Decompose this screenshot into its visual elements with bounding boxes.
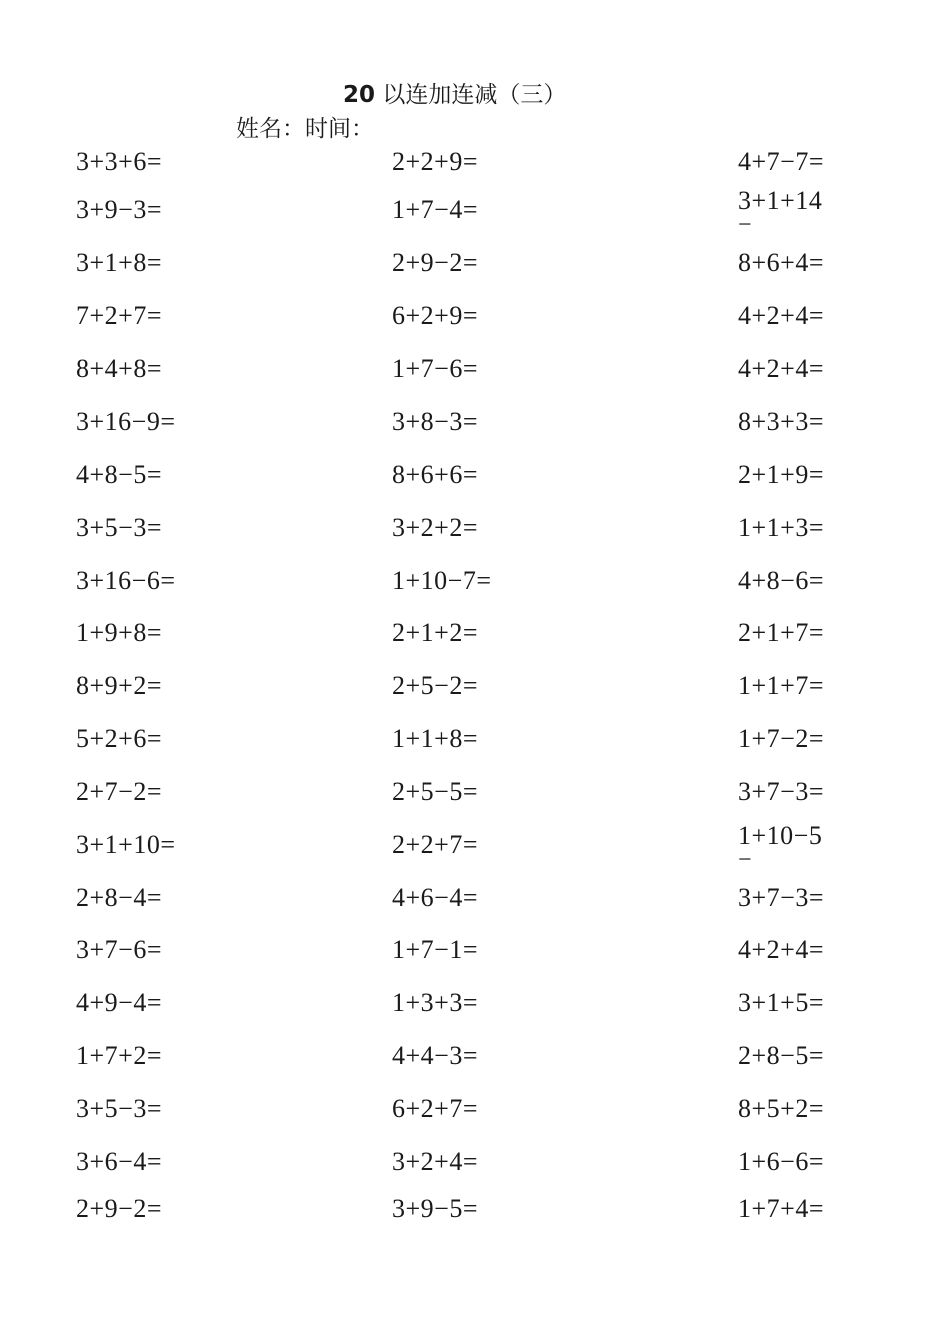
problem-item [738, 1195, 824, 1223]
problem-item [392, 461, 478, 489]
problem-item [76, 196, 162, 224]
problem-text: 1+6−6= [738, 1147, 824, 1176]
problem-text: 2+2+9= [392, 147, 478, 176]
problem-text: 3+7−3= [738, 777, 824, 806]
problem-text: 1+7+2= [76, 1041, 162, 1070]
problem-item [76, 514, 162, 542]
problem-item [738, 249, 824, 277]
problem-item [76, 831, 176, 859]
problem-text: 7+2+7= [76, 301, 162, 330]
problem-item [738, 1042, 824, 1070]
problem-item [738, 821, 823, 873]
problem-item [76, 778, 162, 806]
problem-text: 3+5−3= [76, 1094, 162, 1123]
problem-item [392, 302, 478, 330]
problem-item [392, 355, 478, 383]
problem-item [392, 408, 478, 436]
problem-text: 3+1+8= [76, 248, 162, 277]
problem-text: 2+5−5= [392, 777, 478, 806]
problem-item [76, 249, 162, 277]
problem-item [392, 1195, 478, 1223]
problem-item [738, 936, 824, 964]
problem-item [392, 725, 478, 753]
problem-item [392, 831, 478, 859]
problem-item [76, 1148, 162, 1176]
problem-text: 1+7−4= [392, 195, 478, 224]
problem-text: 8+3+3= [738, 407, 824, 436]
problem-text: 2+7−2= [76, 777, 162, 806]
problem-item [738, 1148, 824, 1176]
problem-item [76, 302, 162, 330]
problem-text: 3+8−3= [392, 407, 478, 436]
problem-text: − [738, 847, 753, 873]
problem-item [738, 461, 824, 489]
problem-text: 1+9+8= [76, 618, 162, 647]
problem-item [738, 884, 824, 912]
problem-item [738, 148, 824, 176]
problem-text: 4+9−4= [76, 988, 162, 1017]
problem-text: 3+9−5= [392, 1194, 478, 1223]
problem-item [392, 936, 478, 964]
problem-item [76, 1042, 162, 1070]
problem-text: 3+7−6= [76, 935, 162, 964]
problem-text: 3+3+6= [76, 147, 162, 176]
problem-item [392, 989, 478, 1017]
problem-text: 2+2+7= [392, 830, 478, 859]
problem-text: 3+1+14 [738, 186, 823, 215]
problem-text: 2+1+7= [738, 618, 824, 647]
problem-item [76, 936, 162, 964]
problem-text: 4+7−7= [738, 147, 824, 176]
problem-text: 1+10−5 [738, 821, 823, 850]
problem-item [392, 1148, 478, 1176]
title-text: 以连加连减（三） [382, 82, 567, 108]
problem-text: 1+1+3= [738, 513, 824, 542]
problem-item [76, 567, 176, 595]
problem-item [76, 408, 176, 436]
problem-text: 4+2+4= [738, 301, 824, 330]
problem-item [738, 725, 824, 753]
problem-text: 3+5−3= [76, 513, 162, 542]
problem-item [76, 148, 162, 176]
problem-text: 1+1+8= [392, 724, 478, 753]
problem-item [76, 672, 162, 700]
problem-item [738, 619, 824, 647]
problem-text: 1+7−1= [392, 935, 478, 964]
problem-text: 3+7−3= [738, 883, 824, 912]
problem-item [76, 1095, 162, 1123]
problem-text: 8+4+8= [76, 354, 162, 383]
problem-text: 8+6+6= [392, 460, 478, 489]
problem-text: 8+6+4= [738, 248, 824, 277]
problem-text: 2+8−5= [738, 1041, 824, 1070]
problem-item [738, 408, 824, 436]
problem-text: 8+9+2= [76, 671, 162, 700]
problem-item [76, 619, 162, 647]
problem-item [738, 567, 824, 595]
problem-item [738, 514, 824, 542]
problem-item [392, 884, 478, 912]
problem-text: 3+1+10= [76, 830, 176, 859]
problem-text: 4+8−5= [76, 460, 162, 489]
problem-text: 3+1+5= [738, 988, 824, 1017]
problem-item [76, 725, 162, 753]
problem-text: 1+1+7= [738, 671, 824, 700]
problem-item [738, 672, 824, 700]
problem-text: 1+7−2= [738, 724, 824, 753]
problem-text: 6+2+9= [392, 301, 478, 330]
problem-text: 4+4−3= [392, 1041, 478, 1070]
problem-item [76, 1195, 162, 1223]
problem-text: 2+9−2= [392, 248, 478, 277]
problem-text: 4+8−6= [738, 566, 824, 595]
problem-item [392, 619, 478, 647]
problem-text: 2+1+9= [738, 460, 824, 489]
problem-item [738, 989, 824, 1017]
problem-item [392, 148, 478, 176]
problem-item [392, 514, 478, 542]
problem-text: 8+5+2= [738, 1094, 824, 1123]
problem-item [392, 778, 478, 806]
problem-text: 3+6−4= [76, 1147, 162, 1176]
problem-item [76, 989, 162, 1017]
problem-text: 3+9−3= [76, 195, 162, 224]
problem-text: 4+6−4= [392, 883, 478, 912]
problem-item [738, 302, 824, 330]
problem-text: 2+5−2= [392, 671, 478, 700]
problem-text: 5+2+6= [76, 724, 162, 753]
problem-text: 1+7−6= [392, 354, 478, 383]
problem-text: 6+2+7= [392, 1094, 478, 1123]
problem-item [392, 196, 478, 224]
problem-item [738, 1095, 824, 1123]
problem-item [738, 355, 824, 383]
problem-text: 3+16−9= [76, 407, 176, 436]
problem-text: 3+2+2= [392, 513, 478, 542]
problem-item [392, 1042, 478, 1070]
problem-item [392, 567, 492, 595]
title-number: 20 [343, 82, 376, 108]
problem-text: 1+3+3= [392, 988, 478, 1017]
problem-text: 2+8−4= [76, 883, 162, 912]
problem-item [738, 778, 824, 806]
name-time-label: 姓名：时间： [236, 116, 374, 142]
problem-item [738, 186, 823, 238]
problem-text: 3+2+4= [392, 1147, 478, 1176]
problem-text: 2+9−2= [76, 1194, 162, 1223]
problem-item [392, 249, 478, 277]
problem-item [76, 355, 162, 383]
problem-text: 2+1+2= [392, 618, 478, 647]
problem-item [392, 1095, 478, 1123]
problem-item [76, 884, 162, 912]
problem-text: 4+2+4= [738, 354, 824, 383]
problem-text: 1+10−7= [392, 566, 492, 595]
problem-item [76, 461, 162, 489]
problem-text: 3+16−6= [76, 566, 176, 595]
problem-item [392, 672, 478, 700]
problem-text: 4+2+4= [738, 935, 824, 964]
problem-text: − [738, 212, 753, 238]
problem-text: 1+7+4= [738, 1194, 824, 1223]
